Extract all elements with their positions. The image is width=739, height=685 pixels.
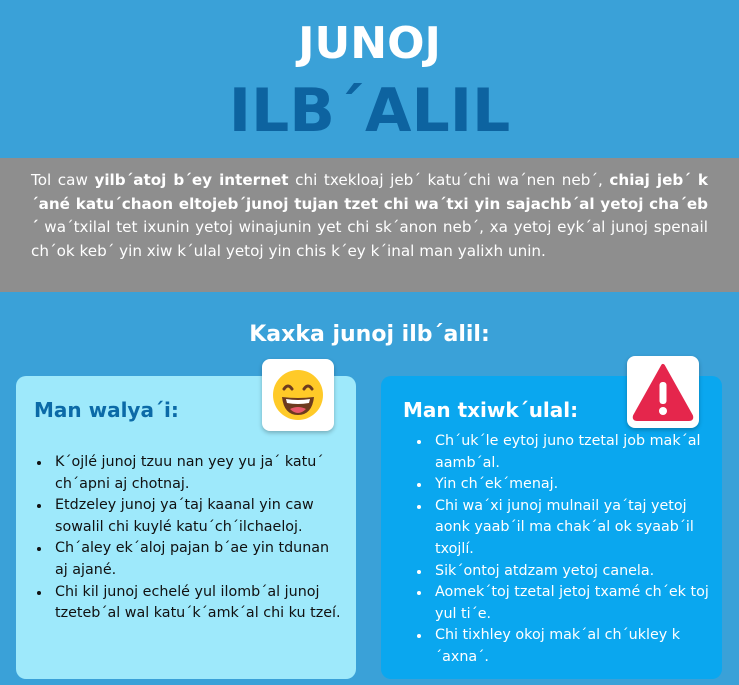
intro-text-3: wa´txilal tet ixunin yetoj winajunin yet chi sk´anon neb´, xa yetoj eyk´al junoj spenail ch´ok keb´ yin xiw k´ulal yetoj yin chis k´ey k´inal man yalixh unin. <box>31 218 708 260</box>
intro-text-1: Tol caw <box>31 171 95 189</box>
list-item: • Chi tixhley okoj mak´al ch´ukley k´axna´. <box>431 625 716 668</box>
section-subtitle: Kaxka junoj ilb´alil: <box>249 322 490 347</box>
grinning-face-icon <box>262 359 334 431</box>
list-item: • Etdzeley junoj ya´taj kaanal yin caw sowalil chi kuylé katu´ch´ilchaeloj. <box>51 495 341 538</box>
title-ilbalil: ILB´ALIL <box>228 76 511 146</box>
good-signs-title: Man walya´i: <box>34 398 179 422</box>
warning-signs-list <box>415 431 716 669</box>
good-signs-list <box>35 452 341 625</box>
list-item: • Chi kil junoj echelé yul ilomb´al junoj tzeteb´al wal katu´k´amk´al chi ku tzeí. <box>51 582 341 625</box>
list-item: • Yin ch´ek´menaj. <box>431 474 716 496</box>
intro-bold-1: yilb´atoj b´ey internet <box>94 171 289 189</box>
list-item: • Sik´ontoj atdzam yetoj canela. <box>431 561 716 583</box>
intro-bold-2: chiaj jeb´ k´ané katu´chaon eltojeb´junoj tujan tzet chi wa´txi yin sajachb´al yetoj cha´eb´ <box>31 171 708 236</box>
warning-signs-title: Man txiwk´ulal: <box>403 398 579 422</box>
intro-paragraph <box>0 158 739 292</box>
list-item: • Chi wa´xi junoj mulnail ya´taj yetoj aonk yaab´il ma chak´al ok syaab´il txojlí. <box>431 496 716 561</box>
list-item: • Ch´aley ek´aloj pajan b´ae yin tdunan aj ajané. <box>51 538 341 581</box>
list-item: • K´ojlé junoj tzuu nan yey yu ja´ katu´ ch´apni aj chotnaj. <box>51 452 341 495</box>
title-junoj: JUNOJ <box>298 18 441 69</box>
intro-text-2: chi txekloaj jeb´ katu´chi wa´nen neb´, <box>288 171 610 189</box>
list-item: • Ch´uk´le eytoj juno tzetal job mak´al aamb´al. <box>431 431 716 474</box>
list-item: • Aomek´toj tzetal jetoj txamé ch´ek toj yul ti´e. <box>431 582 716 625</box>
warning-icon <box>627 356 699 428</box>
